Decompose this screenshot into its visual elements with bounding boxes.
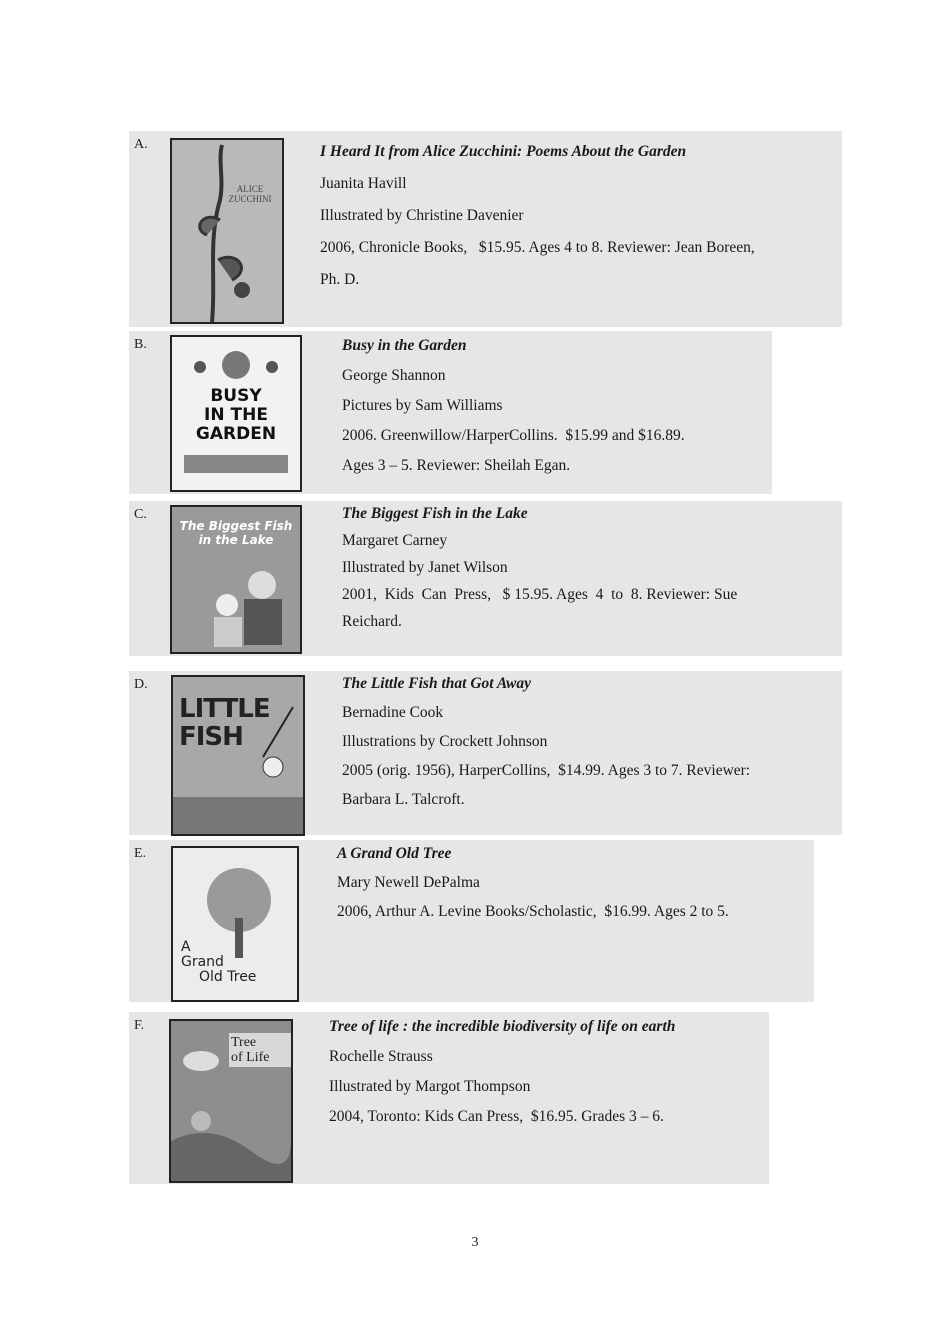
book-author: Juanita Havill — [320, 175, 407, 192]
cover-title-line: BUSY — [210, 386, 262, 406]
book-illustrator: Illustrated by Christine Davenier — [320, 207, 524, 224]
book-info — [329, 1012, 767, 1131]
cover-title-line: IN THE — [204, 405, 268, 425]
book-cover-image — [169, 1019, 293, 1183]
book-illustrator: Illustrated by Janet Wilson — [342, 559, 508, 576]
book-entry-a — [129, 131, 842, 327]
book-publication-details-cont: Ages 3 – 5. Reviewer: Sheilah Egan. — [342, 457, 571, 474]
book-title: The Biggest Fish in the Lake — [342, 505, 528, 522]
book-info — [342, 669, 842, 814]
book-title: I Heard It from Alice Zucchini: Poems About the Garden — [320, 143, 687, 160]
cover-illustration — [172, 507, 300, 652]
book-entry-b — [129, 331, 772, 494]
book-title: The Little Fish that Got Away — [342, 675, 532, 692]
entry-letter: B. — [134, 337, 147, 352]
book-entry-e — [129, 840, 814, 1002]
book-publication-details: 2004, Toronto: Kids Can Press, $16.95. Grades 3 – 6. — [329, 1108, 664, 1125]
book-cover-image — [171, 846, 299, 1002]
book-info — [320, 137, 840, 294]
book-author: Bernadine Cook — [342, 704, 444, 721]
book-entry-f — [129, 1012, 769, 1184]
cover-title-line: The Biggest Fish — [179, 519, 293, 533]
book-illustrator: Illustrated by Margot Thompson — [329, 1078, 531, 1095]
book-title: A Grand Old Tree — [337, 845, 452, 862]
cover-title-line: GARDEN — [195, 424, 277, 444]
book-author: George Shannon — [342, 367, 446, 384]
cover-illustration — [172, 337, 300, 490]
cover-title-line: Grand — [181, 954, 224, 970]
cover-title-line: FISH — [179, 722, 243, 752]
book-publication-details-cont: Ph. D. — [320, 271, 360, 288]
entry-letter: A. — [134, 137, 148, 152]
book-publication-details: 2006, Arthur A. Levine Books/Scholastic, $16.99. Ages 2 to 5. — [337, 903, 729, 920]
cover-title-line: LITTLE — [179, 694, 270, 724]
book-illustrator: Pictures by Sam Williams — [342, 397, 503, 414]
book-info — [342, 331, 767, 480]
book-cover-image — [170, 505, 302, 654]
book-cover-image — [170, 138, 284, 324]
book-publication-details-cont: Reichard. — [342, 613, 402, 630]
book-publication-details-cont: Barbara L. Talcroft. — [342, 791, 465, 808]
book-info — [342, 499, 842, 636]
cover-title-line: Old Tree — [199, 969, 257, 985]
book-publication-details: 2001, Kids Can Press, $ 15.95. Ages 4 to 8. Reviewer: Sue — [342, 586, 738, 603]
entry-letter: E. — [134, 846, 147, 861]
book-publication-details: 2005 (orig. 1956), HarperCollins, $14.99. Ages 3 to 7. Reviewer: — [342, 762, 751, 779]
book-info — [337, 839, 812, 926]
cover-title-line: ZUCCHINI — [228, 194, 272, 204]
cover-illustration — [173, 677, 303, 834]
page-number: 3 — [471, 1235, 479, 1250]
cover-illustration — [172, 140, 282, 322]
book-entry-c — [129, 501, 842, 656]
entry-letter: C. — [134, 507, 147, 522]
book-author: Margaret Carney — [342, 532, 448, 549]
cover-title-line: of Life — [231, 1050, 270, 1065]
cover-title-line: in the Lake — [198, 533, 274, 547]
book-title: Tree of life : the incredible biodiversity of life on earth — [329, 1018, 676, 1035]
book-author: Mary Newell DePalma — [337, 874, 480, 891]
cover-title-line: Tree — [231, 1035, 257, 1050]
book-cover-image — [171, 675, 305, 836]
entry-letter: F. — [134, 1018, 145, 1033]
cover-title-line: ALICE — [236, 184, 264, 194]
book-author: Rochelle Strauss — [329, 1048, 433, 1065]
cover-title-line: A — [181, 939, 191, 955]
book-title: Busy in the Garden — [342, 337, 467, 354]
entry-letter: D. — [134, 677, 148, 692]
book-illustrator: Illustrations by Crockett Johnson — [342, 733, 548, 750]
book-cover-image — [170, 335, 302, 492]
book-entry-d — [129, 671, 842, 835]
book-publication-details: 2006. Greenwillow/HarperCollins. $15.99 and $16.89. — [342, 427, 685, 444]
book-publication-details: 2006, Chronicle Books, $15.95. Ages 4 to 8. Reviewer: Jean Boreen, — [320, 239, 755, 256]
